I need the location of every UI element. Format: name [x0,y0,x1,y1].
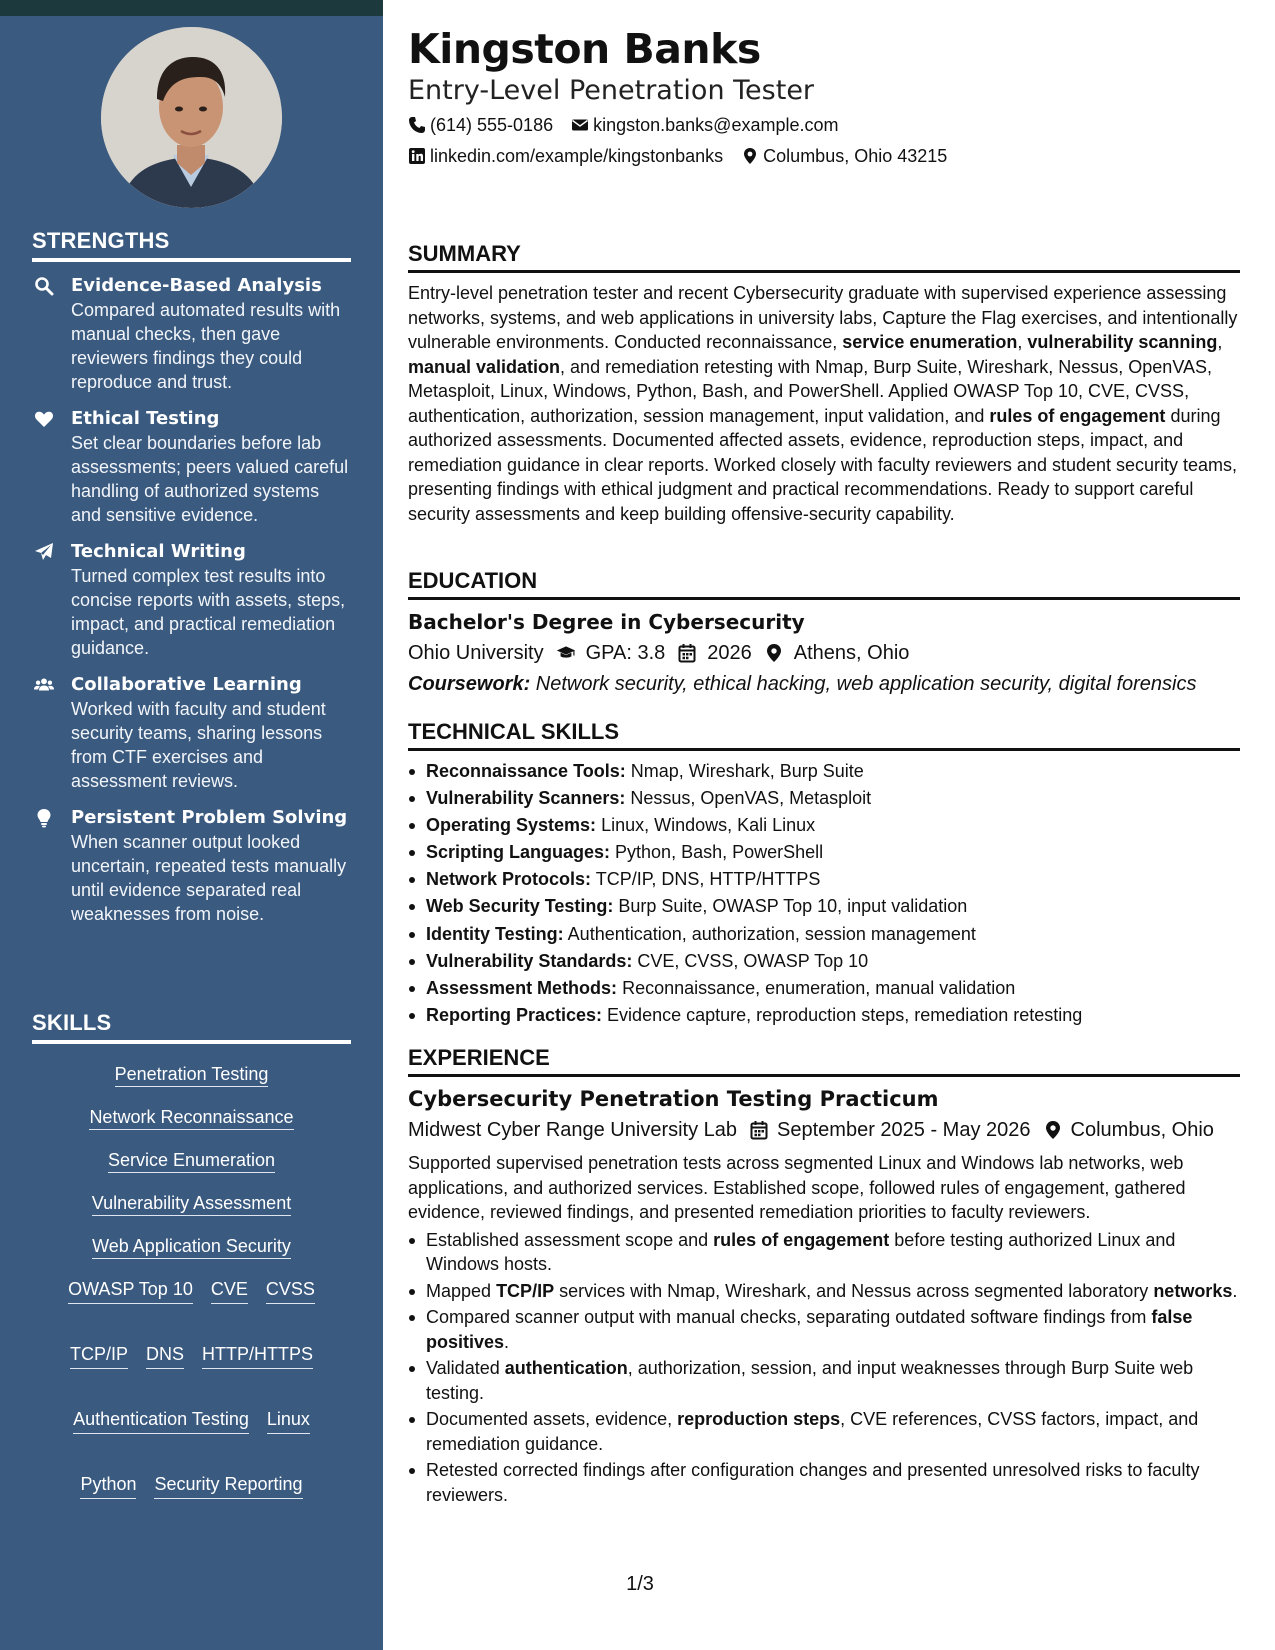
bullet-segment: before testing authorized Linux and Windows hosts. [426,1229,1176,1274]
year-text: 2026 [707,642,752,664]
technical-skills-section [408,718,1240,1030]
skills-section [32,1010,351,1499]
summary-segment: , and remediation retesting with Nmap, Burp Suite, Wireshark, Nessus, OpenVAS, Metasploit, Linux, Windows, Python, Bash, and PowerShell. Applied OWASP Top 10, CVE, CVSS, authentication, authorization, session management, input validation, and [408,356,1213,426]
bullet-segment: , authorization, session, and input weaknesses through Burp Suite web testing. [426,1358,1194,1403]
sidebar-top-bar [0,0,383,16]
linkedin-text[interactable]: linkedin.com/example/kingstonbanks [430,146,724,166]
list-item [408,786,1240,811]
skills-heading: SKILLS [32,1010,351,1044]
strength-title: Persistent Problem Solving [71,807,348,828]
summary-emphasis: service enumeration [842,332,1018,352]
education-location [762,638,910,668]
bullet-emphasis: authentication [504,1358,628,1378]
bullet-segment: , CVE references, CVSS factors, impact, and remediation guidance. [426,1409,1199,1454]
page-number: 1/3 [626,1573,654,1595]
summary-segment: Entry-level penetration tester and recent Cybersecurity graduate with supervised experience assessing networks, systems, and web applications in university labs, Capture the Flag exercises, and intentionally vulnerable environments. Conducted reconnaissance, [408,283,1238,352]
avatar [101,27,282,208]
contact-row [408,144,965,168]
strength-description: Turned complex test results into concise reports with assets, steps, impact, and practical remediation guidance. [71,566,346,658]
summary-emphasis: vulnerability scanning [1027,332,1218,352]
list-item [408,1305,1240,1354]
users-icon [34,675,54,695]
summary-segment: , [1017,332,1028,352]
candidate-name: Kingston Banks [408,25,761,73]
job-organization [408,1115,737,1145]
summary-emphasis: rules of engagement [989,405,1166,426]
strength-item [32,407,351,527]
skill-row [36,1148,347,1172]
list-item [408,1003,1240,1028]
school-text: Ohio University [408,642,544,664]
strength-description: Compared automated results with manual checks, then gave reviewers findings they could reproduce and trust. [71,300,341,392]
bullet-emphasis: networks [1153,1280,1233,1301]
bullet-segment: services with Nmap, Wireshark, and Nessus across segmented laboratory [554,1280,1154,1301]
job-title: Cybersecurity Penetration Testing Practicum [408,1087,939,1111]
list-item [408,840,1240,865]
education-meta [408,638,1240,668]
skill-category: Vulnerability Scanners: [426,788,626,809]
strength-title: Ethical Testing [71,408,220,429]
education-section [408,567,1240,699]
job-location-text: Columbus, Ohio [1070,1119,1214,1141]
search-icon [34,276,54,296]
skill-tag: OWASP Top 10 [68,1277,193,1304]
skill-tag: Service Enumeration [108,1150,275,1173]
technical-skills-heading: TECHNICAL SKILLS [408,718,1240,751]
job-dates [747,1115,1031,1145]
graduation-cap-icon [556,643,576,663]
gpa-text: GPA: 3.8 [585,642,666,664]
bullet-emphasis: rules of engagement [713,1229,890,1250]
contact-row [408,113,856,137]
skill-tag: DNS [146,1342,184,1369]
list-item [408,1407,1240,1456]
skill-row [36,1191,347,1215]
bullet-segment: Validated [426,1358,505,1378]
list-item [408,949,1240,974]
map-marker-icon [1043,1120,1063,1140]
bullet-segment: Compared scanner output with manual checks, separating outdated software findings from [426,1307,1152,1327]
skill-values: Authentication, authorization, session management [563,923,976,944]
strength-title: Evidence-Based Analysis [71,275,322,296]
contact-location [741,144,947,168]
gpa [554,638,666,668]
skills-tags [32,1062,351,1499]
skill-tag: Web Application Security [92,1236,291,1259]
skill-tag: CVSS [266,1277,315,1304]
skill-values: Linux, Windows, Kali Linux [596,815,816,836]
coursework-text: Network security, ethical hacking, web application security, digital forensics [530,673,1197,695]
strength-item [32,274,351,394]
skill-category: Operating Systems: [426,815,597,836]
skill-values: Reconnaissance, enumeration, manual validation [617,977,1016,998]
skill-values: Nmap, Wireshark, Burp Suite [625,761,864,781]
degree-title: Bachelor's Degree in Cybersecurity [408,610,805,634]
list-item [408,922,1240,947]
map-marker-icon [741,147,759,165]
skill-row [36,1105,347,1129]
dates-text: September 2025 - May 2026 [777,1119,1031,1141]
calendar-icon [677,643,697,663]
summary-segment: , [1217,332,1223,352]
skill-tag: CVE [211,1277,248,1304]
skill-values: Burp Suite, OWASP Top 10, input validation [613,896,968,917]
candidate-title: Entry-Level Penetration Tester [408,75,815,106]
job-location [1041,1115,1214,1145]
summary-emphasis: manual validation [408,356,561,377]
skill-tag: Network Reconnaissance [89,1107,293,1130]
sidebar [0,0,383,1650]
skill-values: CVE, CVSS, OWASP Top 10 [632,950,869,971]
phone-text: (614) 555-0186 [430,115,554,135]
bullet-segment: . [1232,1280,1238,1301]
calendar-icon [749,1120,769,1140]
skill-row [36,1062,347,1086]
skill-tag: Penetration Testing [115,1064,269,1087]
summary-heading: SUMMARY [408,240,1240,273]
profile-photo [101,27,282,208]
phone-icon [408,116,426,134]
contact-email[interactable] [571,113,838,137]
strength-item [32,673,351,793]
lightbulb-icon [34,808,54,828]
list-item [408,1228,1240,1277]
skill-category: Assessment Methods: [426,977,618,998]
paper-plane-icon [34,542,54,562]
bullet-segment: Documented assets, evidence, [426,1409,678,1429]
job-intro: Supported supervised penetration tests across segmented Linux and Windows lab networks, web applications, and authorized services. Established scope, followed rules of engagement, gathered evidence, reviewed findings, and presented remediation priorities to faculty reviewers. [408,1153,1186,1222]
contact-linkedin[interactable] [408,144,723,168]
strength-item [32,540,351,660]
skill-tag: HTTP/HTTPS [202,1342,313,1369]
list-item [408,813,1240,838]
map-marker-icon [764,643,784,663]
strength-title: Collaborative Learning [71,674,302,695]
summary-segment: during authorized assessments. Documented affected assets, evidence, reproduction steps, impact, and remediation guidance in clear reports. Worked closely with faculty reviewers and student security teams, presenting findings with ethical judgment and practical recommendations. Ready to support careful security assessments and keep building offensive-security capability. [408,405,1238,524]
skill-tag: Python [80,1472,136,1499]
education-location-text: Athens, Ohio [793,642,910,664]
bullet-segment: . [504,1331,510,1352]
contact-phone [408,113,553,137]
graduation-year [675,638,752,668]
school-name [408,638,544,668]
strength-item [32,806,351,926]
bullet-segment: Mapped [426,1280,497,1301]
bullet-emphasis: TCP/IP [496,1280,555,1301]
experience-heading: EXPERIENCE [408,1044,1240,1077]
technical-skills-list [408,759,1240,1027]
heart-icon [34,409,54,429]
skill-values: TCP/IP, DNS, HTTP/HTTPS [591,869,821,890]
skill-values: Python, Bash, PowerShell [610,842,824,863]
list-item [408,867,1240,892]
organization-text: Midwest Cyber Range University Lab [408,1119,738,1141]
list-item [408,1356,1240,1405]
strength-description: Worked with faculty and student security teams, sharing lessons from CTF exercises and assessment reviews. [71,699,326,791]
bullet-emphasis: reproduction steps [677,1409,841,1429]
bullet-emphasis: false positives [426,1307,1193,1352]
list-item [408,976,1240,1001]
job-meta [408,1115,1240,1145]
strength-title: Technical Writing [71,541,246,562]
email-text[interactable]: kingston.banks@example.com [593,115,839,135]
skill-tag: TCP/IP [70,1342,128,1369]
linkedin-icon [408,147,426,165]
strengths-section [32,228,351,939]
skill-tag: Linux [267,1407,310,1434]
skill-category: Web Security Testing: [426,896,614,917]
summary-section [408,240,1240,526]
skill-category: Identity Testing: [426,923,564,944]
skill-category: Vulnerability Standards: [426,950,633,971]
skill-tag: Vulnerability Assessment [92,1193,291,1216]
skill-values: Nessus, OpenVAS, Metasploit [625,788,872,809]
strength-description: When scanner output looked uncertain, repeated tests manually until evidence separated real weaknesses from noise. [71,832,347,924]
bullet-segment: Established assessment scope and [426,1229,714,1250]
education-heading: EDUCATION [408,567,1240,600]
experience-bullets [408,1228,1240,1508]
skill-row [36,1234,347,1258]
list-item [408,1279,1240,1304]
skill-tag: Security Reporting [154,1472,302,1499]
bullet-segment: Retested corrected findings after configuration changes and presented unresolved risks to faculty reviewers. [426,1460,1200,1505]
skill-values: Evidence capture, reproduction steps, remediation retesting [602,1004,1083,1025]
experience-section [408,1044,1240,1509]
coursework-label: Coursework: [408,673,531,695]
skill-category: Scripting Languages: [426,842,611,863]
envelope-icon [571,116,589,134]
list-item [408,894,1240,919]
summary-text [408,281,1240,526]
skill-tag: Authentication Testing [73,1407,249,1434]
strengths-heading: STRENGTHS [32,228,351,262]
list-item [408,759,1240,784]
location-text: Columbus, Ohio 43215 [763,146,948,166]
strength-description: Set clear boundaries before lab assessments; peers valued careful handling of authorized systems and sensitive evidence. [71,433,349,525]
skill-category: Reconnaissance Tools: [426,761,626,781]
skill-category: Network Protocols: [426,869,592,890]
coursework [408,669,1240,699]
skill-category: Reporting Practices: [426,1004,603,1025]
list-item [408,1458,1240,1507]
